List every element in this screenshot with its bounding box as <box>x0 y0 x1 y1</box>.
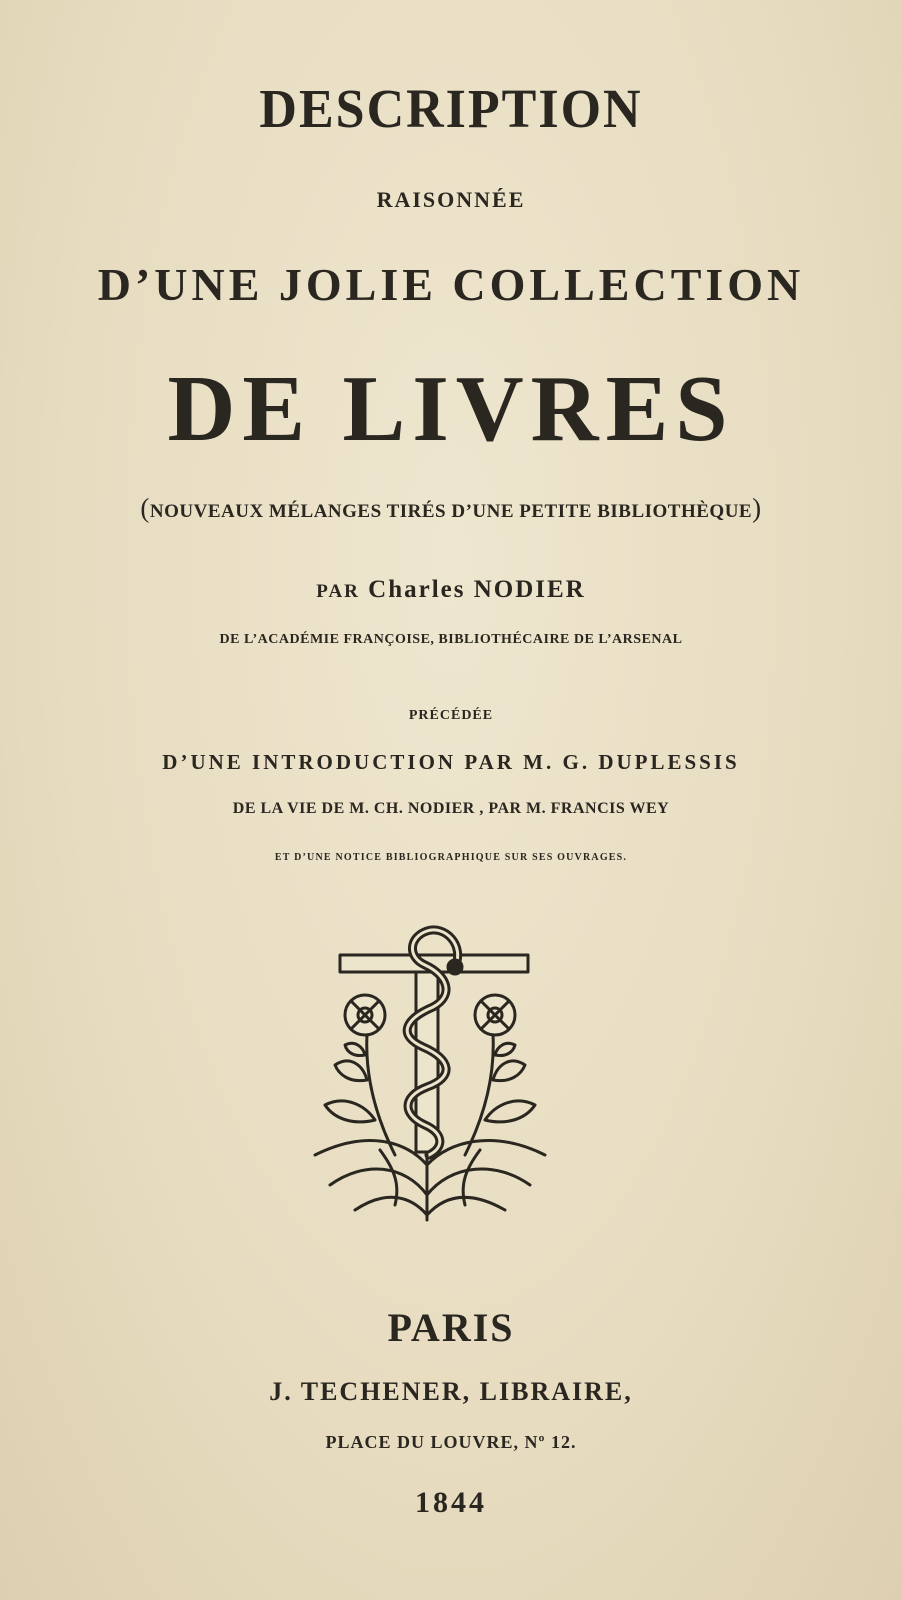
imprint-city: PARIS <box>387 1305 515 1350</box>
subtitle <box>0 493 902 524</box>
subtitle-text: NOUVEAUX MÉLANGES TIRÉS D’UNE PETITE BIBLIOTHÈQUE <box>149 501 753 522</box>
preceded-label: PRÉCÉDÉE <box>408 708 494 723</box>
author-affiliation: DE L’ACADÉMIE FRANÇOISE, BIBLIOTHÉCAIRE DE L’ARSENAL <box>219 632 683 647</box>
imprint-publisher: J. TECHENER, LIBRAIRE, <box>269 1377 633 1406</box>
bibliographic-notice-line: ET D’UNE NOTICE BIBLIOGRAPHIQUE SUR SES OUVRAGES. <box>274 852 628 863</box>
title-raisonnee: RAISONNÉE <box>376 187 526 212</box>
subtitle-open-paren: ( <box>140 493 150 523</box>
biography-line: DE LA VIE DE M. CH. NODIER , PAR M. FRANCIS WEY <box>232 800 670 817</box>
author-prefix: PAR <box>316 581 360 602</box>
author-first-name: Charles <box>368 576 466 603</box>
title-de-livres: DE LIVRES <box>167 357 735 461</box>
author-last-name: NODIER <box>473 576 586 603</box>
author-line <box>0 576 902 604</box>
title-jolie-collection: D’UNE JOLIE COLLECTION <box>97 259 805 310</box>
faded-library-stamp <box>360 305 404 352</box>
subtitle-close-paren: ) <box>752 493 762 523</box>
imprint-address: PLACE DU LOUVRE, Nº 12. <box>325 1432 577 1452</box>
imprint-year: 1844 <box>415 1486 487 1519</box>
title-description: DESCRIPTION <box>259 79 643 140</box>
printer-mark-cross-serpent-flowers-icon <box>305 915 555 1225</box>
introduction-line: D’UNE INTRODUCTION PAR M. G. DUPLESSIS <box>162 750 740 774</box>
